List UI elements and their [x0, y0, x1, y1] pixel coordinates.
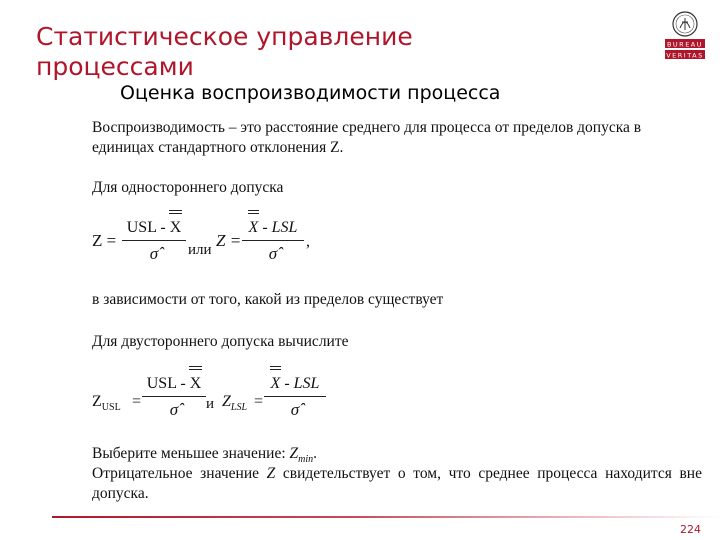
z-var-2: Z: [266, 465, 276, 482]
fraction-usl-2: [142, 374, 206, 420]
logo-text-2: VERITAS: [666, 51, 704, 60]
logo-text-1: BUREAU: [666, 40, 704, 49]
x-double-bar-2: X: [248, 219, 259, 236]
formula-one-sided: [92, 218, 352, 278]
z-lsl: $Z_{LSL}$: [222, 393, 248, 413]
paragraph-one-sided: Для одностороннего допуска: [92, 179, 284, 196]
title-hidden-text: Карты Шухарта: [422, 22, 632, 51]
eq-1: =: [132, 393, 142, 410]
sigma-hat-2: σ̂: [268, 244, 278, 263]
negative-text-b: свидетельствует о том, что среднее процесса находится вне допуска.: [92, 465, 702, 502]
paragraph-choose-min: [92, 444, 702, 466]
usl-label: USL: [126, 219, 157, 236]
bureau-veritas-logo: [662, 8, 708, 64]
word-and: и: [206, 396, 215, 412]
z-var: Z: [289, 445, 299, 462]
comma: ,: [306, 233, 310, 250]
min-sub: min: [298, 454, 314, 465]
title-line-1: Статистическое управление: [36, 22, 413, 51]
paragraph-which-limit: в зависимости от того, какой из пределов существует: [92, 291, 444, 308]
usl-label-2: USL: [146, 375, 177, 392]
paragraph-two-sided: Для двустороннего допуска вычислите: [92, 333, 349, 350]
paragraph-definition: Воспроизводимость – это расстояние среднего для процесса от пределов допуска в единицах стандартного отклонения Z.: [92, 119, 642, 156]
slide-title: [36, 22, 686, 82]
x-double-bar-4: X: [270, 375, 281, 392]
footer-divider: [52, 516, 720, 518]
period: .: [313, 445, 318, 462]
eq-2: =: [254, 393, 264, 410]
fraction-lsl: [242, 218, 304, 264]
lsl-label-2: LSL: [293, 375, 320, 392]
lsl-label: LSL: [271, 219, 298, 236]
negative-text-a: Отрицательное значение: [92, 465, 267, 482]
minus-sign-3: -: [180, 375, 186, 392]
x-double-bar: X: [169, 219, 182, 236]
slide-subtitle: Оценка воспроизводимости процесса: [120, 82, 501, 104]
x-double-bar-3: X: [189, 375, 202, 392]
title-line-2: процессами: [36, 52, 194, 81]
sigma-hat: σ̂: [149, 244, 159, 263]
formula-two-sided: [92, 374, 392, 434]
sigma-hat-3: σ̂: [169, 400, 179, 419]
page-number: 224: [680, 523, 701, 536]
minus-sign: -: [160, 219, 166, 236]
formula-z-label: Z =: [92, 231, 117, 250]
minus-sign-4: -: [284, 375, 290, 392]
formula-z-label-2: Z =: [216, 231, 242, 250]
fraction-usl: [122, 218, 186, 264]
paragraph-negative: [92, 464, 702, 504]
sigma-hat-4: σ̂: [290, 400, 300, 419]
fraction-lsl-2: [264, 374, 326, 420]
word-or: или: [188, 242, 212, 258]
z-usl: $Z_{USL}$: [92, 393, 121, 413]
choose-min-text: Выберите меньшее значение:: [92, 445, 290, 462]
minus-sign-2: -: [262, 219, 268, 236]
